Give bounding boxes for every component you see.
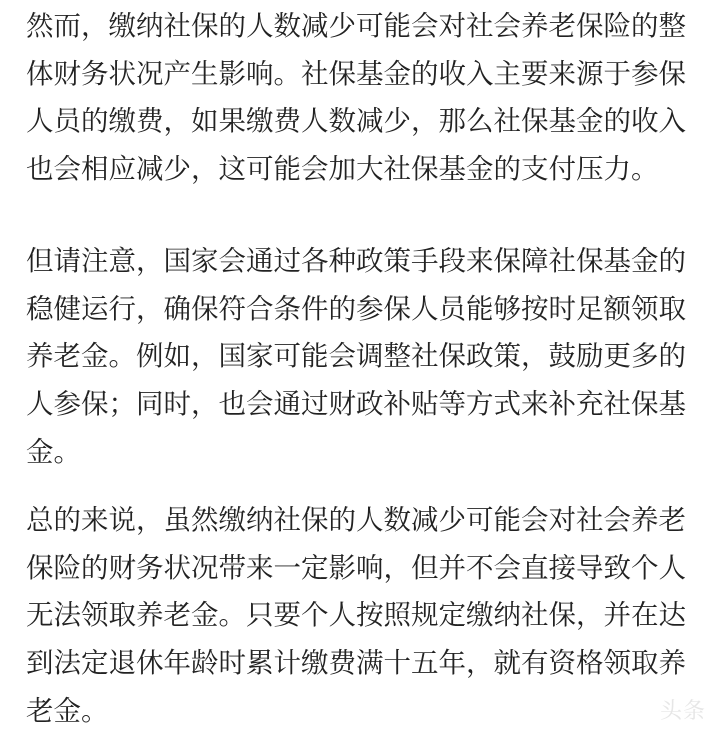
paragraph-1	[26, 3, 706, 194]
text-line: 稳健运行，确保符合条件的参保人员能够按时足额领取	[26, 292, 686, 325]
text-line: 无法领取养老金。只要个人按照规定缴纳社保，并在达	[26, 599, 686, 632]
text-line: 总的来说，虽然缴纳社保的人数减少可能会对社会养老	[26, 504, 686, 536]
text-line: 但请注意，国家会通过各种政策手段来保障社保基金的	[26, 245, 686, 277]
text-line: 也会相应减少，这可能会加大社保基金的支付压力。	[26, 153, 659, 186]
text-line: 老金。	[26, 694, 109, 727]
text-line: 保险的财务状况带来一定影响，但并不会直接导致个人	[26, 551, 686, 584]
text-line: 体财务状况产生影响。社保基金的收入主要来源于参保	[26, 57, 686, 90]
watermark: 头条	[659, 699, 706, 724]
text-line: 人参保；同时，也会通过财政补贴等方式来补充社保基	[26, 388, 686, 421]
text-line: 金。	[26, 435, 81, 468]
paragraph-2	[26, 238, 706, 477]
text-line: 然而，缴纳社保的人数减少可能会对社会养老保险的整	[26, 10, 686, 42]
text-line: 养老金。例如，国家可能会调整社保政策，鼓励更多的	[26, 340, 686, 373]
text-line: 人员的缴费，如果缴费人数减少，那么社保基金的收入	[26, 105, 686, 138]
paragraph-3	[26, 497, 706, 736]
text-line: 到法定退休年龄时累计缴费满十五年，就有资格领取养	[26, 647, 686, 680]
